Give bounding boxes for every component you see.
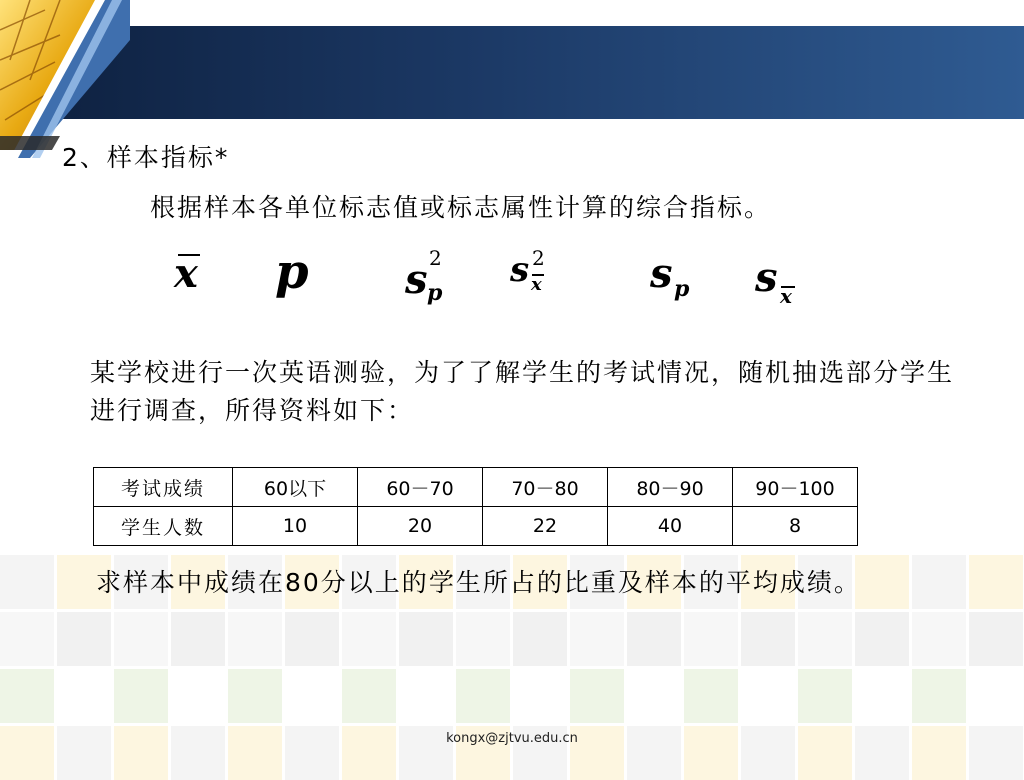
background-tile <box>684 669 738 723</box>
range-cell: 80－90 <box>608 468 733 507</box>
problem-statement: 某学校进行一次英语测验，为了了解学生的考试情况，随机抽选部分学生进行调查，所得资料如下： <box>90 358 955 425</box>
background-tile <box>399 669 453 723</box>
background-tile <box>969 669 1023 723</box>
statistic-symbols: x p s 2 p s 2 x s p s x <box>160 240 840 320</box>
background-tile <box>171 612 225 666</box>
background-tile <box>969 612 1023 666</box>
count-cell: 8 <box>733 507 858 546</box>
header-bar <box>0 26 1024 119</box>
background-tile <box>114 612 168 666</box>
background-tile <box>0 669 54 723</box>
sample-proportion-symbol: p <box>275 244 309 300</box>
background-tile <box>456 669 510 723</box>
question-text: 求样本中成绩在80分以上的学生所占的比重及样本的平均成绩。 <box>96 568 861 597</box>
table-row <box>94 507 858 546</box>
background-tile <box>912 612 966 666</box>
background-tile <box>57 612 111 666</box>
background-tile <box>399 612 453 666</box>
background-tile <box>57 669 111 723</box>
range-cell: 60以下 <box>233 468 358 507</box>
footer-email: kongx@zjtvu.edu.cn <box>446 731 578 746</box>
background-tile <box>0 612 54 666</box>
header-cell: 考试成绩 <box>94 468 233 507</box>
range-cell: 90－100 <box>733 468 858 507</box>
background-tile <box>456 612 510 666</box>
x-letter: x <box>174 250 198 297</box>
range-cell: 70－80 <box>483 468 608 507</box>
background-tile <box>570 669 624 723</box>
definition-text: 根据样本各单位标志值或标志属性计算的综合指标。 <box>150 193 772 222</box>
background-tile <box>342 612 396 666</box>
background-tile <box>798 669 852 723</box>
background-tile <box>627 669 681 723</box>
background-tile <box>342 669 396 723</box>
background-tile <box>798 612 852 666</box>
background-tile <box>570 612 624 666</box>
gold-bars-logo <box>0 0 130 158</box>
background-tile <box>741 612 795 666</box>
count-cell: 22 <box>483 507 608 546</box>
section-heading: 2、样本指标* <box>62 143 230 172</box>
background-tile <box>741 669 795 723</box>
background-tile <box>684 612 738 666</box>
count-cell: 20 <box>358 507 483 546</box>
background-tile <box>171 669 225 723</box>
table-row <box>94 468 858 507</box>
background-tile <box>513 612 567 666</box>
score-table <box>93 467 858 546</box>
background-tile <box>969 555 1023 609</box>
background-tile <box>114 669 168 723</box>
background-tile <box>285 669 339 723</box>
count-cell: 10 <box>233 507 358 546</box>
background-tile <box>912 669 966 723</box>
count-cell: 40 <box>608 507 733 546</box>
background-tile <box>0 555 54 609</box>
background-tile <box>285 612 339 666</box>
range-cell: 60－70 <box>358 468 483 507</box>
background-tile <box>228 669 282 723</box>
background-tile <box>627 612 681 666</box>
background-tile <box>513 669 567 723</box>
background-tile <box>855 669 909 723</box>
background-tile <box>228 612 282 666</box>
header-cell: 学生人数 <box>94 507 233 546</box>
background-tile <box>855 612 909 666</box>
